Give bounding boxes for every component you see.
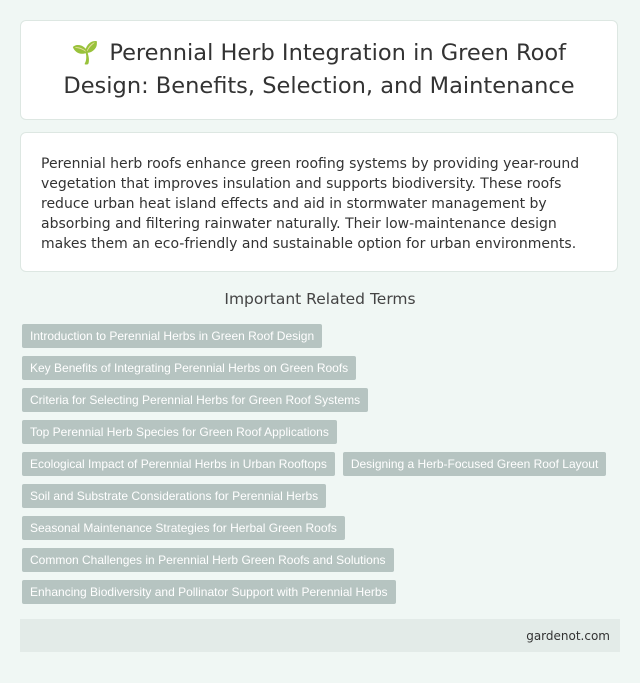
related-terms-heading: Important Related Terms [224,290,416,308]
related-term-link[interactable]: Seasonal Maintenance Strategies for Herbal Green Roofs [22,516,345,540]
page-title [21,37,617,103]
summary-card [20,132,618,272]
title-card [20,20,618,120]
related-term-link[interactable]: Enhancing Biodiversity and Pollinator Support with Perennial Herbs [22,580,396,604]
footer [20,619,620,652]
related-term-link[interactable]: Top Perennial Herb Species for Green Roof Applications [22,420,337,444]
summary-text: Perennial herb roofs enhance green roofing systems by providing year-round vegetation that improves insulation and supports biodiversity. These roofs reduce urban heat island effects and aid in stormwater management by absorbing and filtering rainwater naturally. Their low-maintenance design makes them an eco-friendly and sustainable option for urban environments. [41,156,580,252]
related-term-link[interactable]: Designing a Herb-Focused Green Roof Layout [343,452,606,476]
related-terms-list [22,324,622,604]
related-term-link[interactable]: Key Benefits of Integrating Perennial Herbs on Green Roofs [22,356,356,380]
footer-site-name: gardenot.com [526,628,610,643]
related-term-link[interactable]: Introduction to Perennial Herbs in Green Roof Design [22,324,322,348]
related-term-link[interactable]: Soil and Substrate Considerations for Perennial Herbs [22,484,326,508]
page-title-text: Perennial Herb Integration in Green Roof Design: Benefits, Selection, and Maintenance [63,40,575,99]
related-term-link[interactable]: Common Challenges in Perennial Herb Green Roofs and Solutions [22,548,394,572]
related-term-link[interactable]: Ecological Impact of Perennial Herbs in Urban Rooftops [22,452,335,476]
related-term-link[interactable]: Criteria for Selecting Perennial Herbs for Green Roof Systems [22,388,368,412]
sprout-icon: 🌱 [71,41,100,66]
